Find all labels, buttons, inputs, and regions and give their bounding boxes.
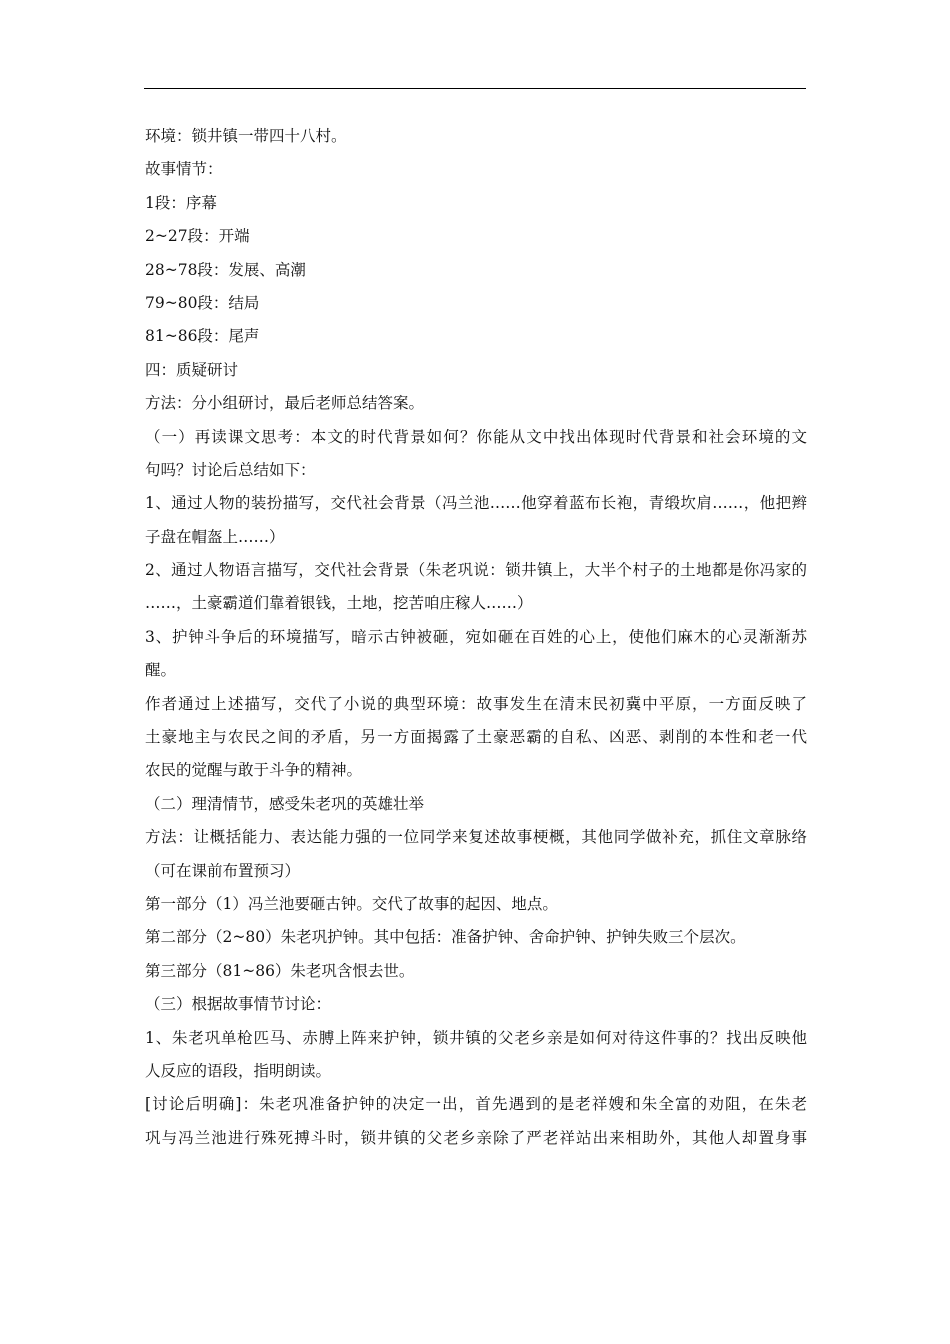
text-line: （一）再读课文思考：本文的时代背景如何？你能从文中找出体现时代背景和社会环境的文 [145, 427, 807, 446]
text-line: （可在课前布置预习） [145, 861, 301, 880]
text-line: 土豪地主与农民之间的矛盾，另一方面揭露了土豪恶霸的自私、凶恶、剥削的本性和老一代 [145, 728, 807, 747]
text-line: 28~78段：发展、高潮 [145, 260, 306, 279]
text-line: [讨论后明确]：朱老巩准备护钟的决定一出，首先遇到的是老祥嫂和朱全富的劝阻，在朱老 [145, 1095, 807, 1114]
text-line: 1、朱老巩单枪匹马、赤膊上阵来护钟，锁井镇的父老乡亲是如何对待这件事的？找出反映他 [145, 1028, 807, 1047]
text-line: 故事情节： [145, 160, 223, 179]
text-line: 2~27段：开端 [145, 227, 250, 246]
text-line: 2、通过人物语言描写，交代社会背景（朱老巩说：锁井镇上，大半个村子的土地都是你冯家的 [145, 561, 807, 580]
text-line: 句吗？讨论后总结如下： [145, 460, 316, 479]
section-heading: （三）根据故事情节讨论： [145, 995, 332, 1014]
text-line: 3、护钟斗争后的环境描写，暗示古钟被砸，宛如砸在百姓的心上，使他们麻木的心灵渐渐苏 [145, 627, 807, 646]
text-line: 第三部分（81~86）朱老巩含恨去世。 [145, 961, 415, 980]
text-line: 作者通过上述描写，交代了小说的典型环境：故事发生在清末民初冀中平原，一方面反映了 [145, 694, 807, 713]
text-line: 第二部分（2~80）朱老巩护钟。其中包括：准备护钟、舍命护钟、护钟失败三个层次。 [145, 928, 746, 947]
text-line: 1段：序幕 [145, 193, 217, 212]
text-line: 方法：让概括能力、表达能力强的一位同学来复述故事梗概，其他同学做补充，抓住文章脉络 [145, 828, 807, 847]
text-line: ……，土豪霸道们靠着银钱，土地，挖苦咱庄稼人……） [145, 594, 533, 613]
text-line: 方法：分小组研讨，最后老师总结答案。 [145, 394, 425, 413]
section-heading: （二）理清情节，感受朱老巩的英雄壮举 [145, 794, 425, 813]
text-line: 农民的觉醒与敢于斗争的精神。 [145, 761, 363, 780]
text-line: 第一部分（1）冯兰池要砸古钟。交代了故事的起因、地点。 [145, 894, 558, 913]
text-line: 环境：锁井镇一带四十八村。 [145, 127, 347, 145]
header-rule [144, 88, 806, 89]
text-line: 醒。 [145, 661, 177, 680]
text-line: 人反应的语段，指明朗读。 [145, 1061, 332, 1080]
text-line: 81~86段：尾声 [145, 327, 260, 346]
text-line: 子盘在帽盔上……） [145, 527, 285, 546]
text-line: 巩与冯兰池进行殊死搏斗时，锁井镇的父老乡亲除了严老祥站出来相助外，其他人却置身事 [145, 1128, 807, 1147]
text-line: 79~80段：结局 [145, 293, 260, 312]
section-heading: 四：质疑研讨 [145, 360, 239, 379]
document-body [145, 120, 807, 1155]
text-line: 1、通过人物的装扮描写，交代社会背景（冯兰池……他穿着蓝布长袍，青缎坎肩……，他把辫 [145, 494, 807, 513]
